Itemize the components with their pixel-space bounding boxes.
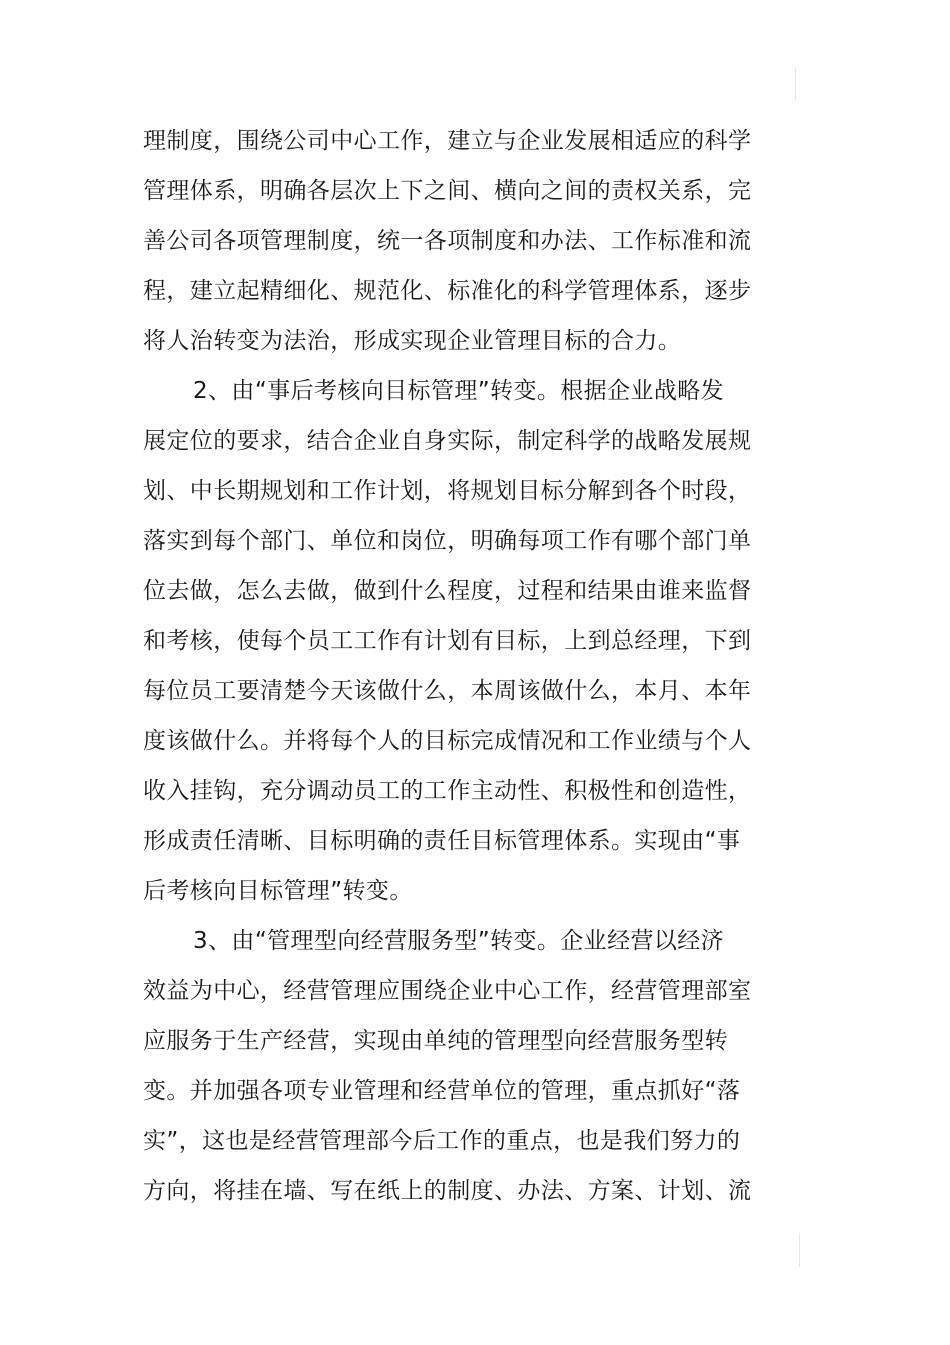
paragraph-line: 划、中长期规划和工作计划，将规划目标分解到各个时段， [143, 478, 752, 504]
paragraph-line: 程，建立起精细化、规范化、标准化的科学管理体系，逐步 [143, 278, 752, 304]
paragraph-line: 度该做什么。并将每个人的目标完成情况和工作业绩与个人 [143, 728, 752, 754]
paragraph-line: 善公司各项管理制度，统一各项制度和办法、工作标准和流 [143, 228, 752, 254]
paragraph-line: 落实到每个部门、单位和岗位，明确每项工作有哪个部门单 [143, 528, 752, 554]
paragraph-line: 收入挂钩，充分调动员工的工作主动性、积极性和创造性， [143, 778, 752, 804]
paragraph-line: 后考核向目标管理”转变。 [143, 878, 413, 904]
paragraph-line: 每位员工要清楚今天该做什么，本周该做什么，本月、本年 [143, 678, 752, 704]
paragraph-line: 实”，这也是经营管理部今后工作的重点，也是我们努力的 [143, 1128, 741, 1154]
paragraph-line: 理制度，围绕公司中心工作，建立与企业发展相适应的科学 [143, 128, 752, 154]
paragraph-line: 和考核，使每个员工工作有计划有目标，上到总经理，下到 [143, 628, 752, 654]
paragraph-line: 效益为中心，经营管理应围绕企业中心工作，经营管理部室 [143, 978, 752, 1004]
paragraph-2-first-line: 2、由“事后考核向目标管理”转变。根据企业战略发 [193, 378, 725, 404]
paragraph-line: 变。并加强各项专业管理和经营单位的管理，重点抓好“落 [143, 1078, 741, 1104]
paragraph-line: 管理体系，明确各层次上下之间、横向之间的责权关系，完 [143, 178, 752, 204]
paragraph-line: 形成责任清晰、目标明确的责任目标管理体系。实现由“事 [143, 828, 741, 854]
paragraph-line: 位去做，怎么去做，做到什么程度，过程和结果由谁来监督 [143, 578, 752, 604]
paragraph-line: 应服务于生产经营，实现由单纯的管理型向经营服务型转 [143, 1028, 728, 1054]
paragraph-line: 方向，将挂在墙、写在纸上的制度、办法、方案、计划、流 [143, 1178, 752, 1204]
page-edge-mark-bottom [799, 1233, 800, 1267]
paragraph-line: 展定位的要求，结合企业自身实际，制定科学的战略发展规 [143, 428, 752, 454]
paragraph-line: 将人治转变为法治，形成实现企业管理目标的合力。 [143, 328, 682, 354]
paragraph-3-first-line: 3、由“管理型向经营服务型”转变。企业经营以经济 [193, 928, 725, 954]
page-edge-mark-top [795, 68, 796, 100]
